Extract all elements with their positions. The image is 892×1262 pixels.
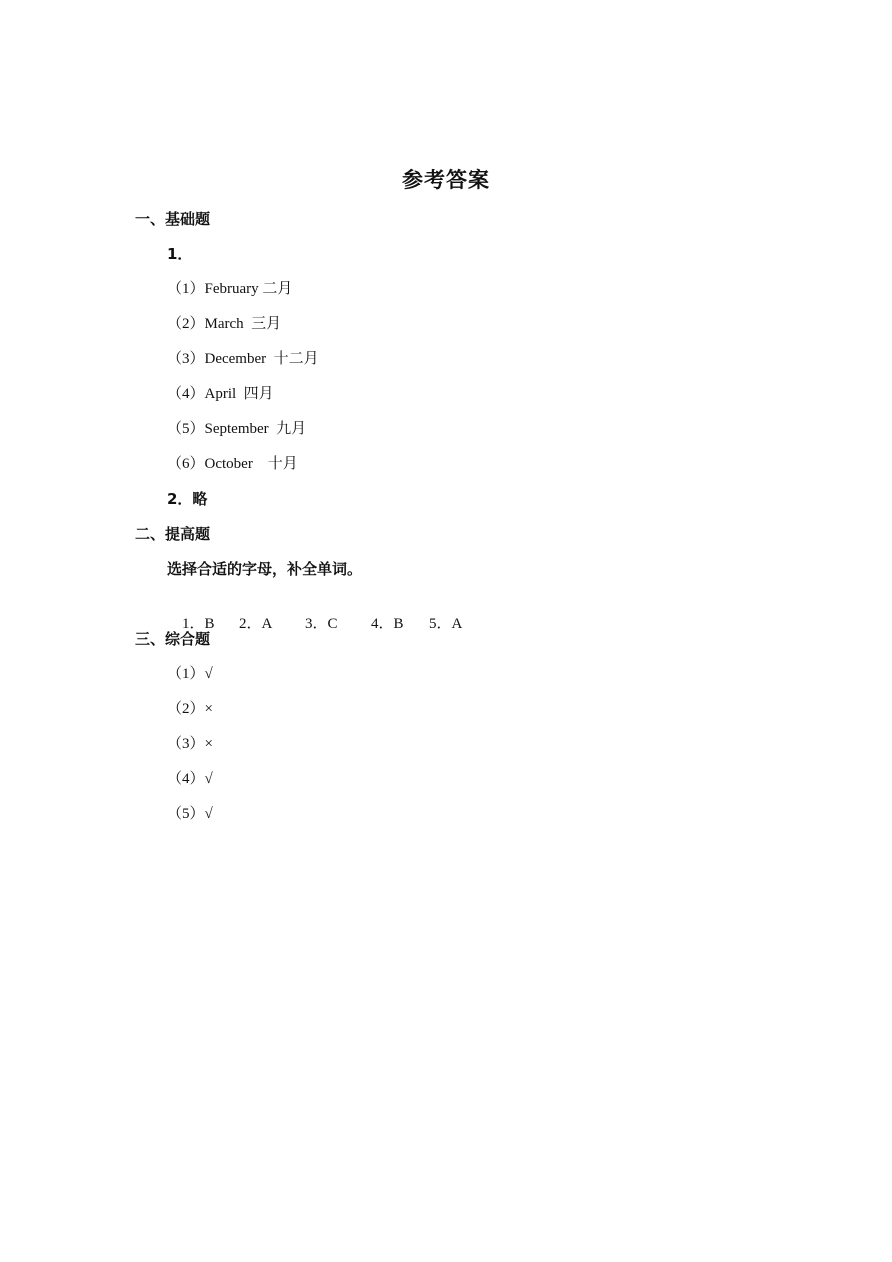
answer-item: （5）September 九月 (167, 421, 307, 437)
choice-answer: 4．B (371, 616, 404, 632)
judgement-item: （2）× (167, 701, 213, 717)
answer-item: （1）February 二月 (167, 281, 293, 297)
section-heading-comprehensive: 三、综合题 (135, 630, 211, 648)
page-title: 参考答案 (402, 168, 490, 192)
answer-item: （4）April 四月 (167, 386, 274, 402)
question-2-label: 2．略 (167, 490, 208, 508)
choice-answer: 5．A (429, 616, 463, 632)
section-heading-basic: 一、基础题 (135, 210, 211, 228)
judgement-item: （3）× (167, 736, 213, 752)
choice-answers-row (167, 594, 462, 654)
section-heading-advanced: 二、提高题 (135, 525, 211, 543)
answer-item: （3）December 十二月 (167, 351, 319, 367)
judgement-item: （5）√ (167, 806, 213, 822)
choice-answer: 3．C (305, 616, 338, 632)
question-1-label: 1． (167, 245, 193, 263)
answer-item: （6）October 十月 (167, 456, 298, 472)
choice-answer: 2．A (239, 616, 273, 632)
instruction-text: 选择合适的字母，补全单词。 (167, 560, 363, 578)
choice-answer: 1．B (182, 616, 215, 632)
answer-item: （2）March 三月 (167, 316, 282, 332)
judgement-item: （1）√ (167, 666, 213, 682)
judgement-item: （4）√ (167, 771, 213, 787)
